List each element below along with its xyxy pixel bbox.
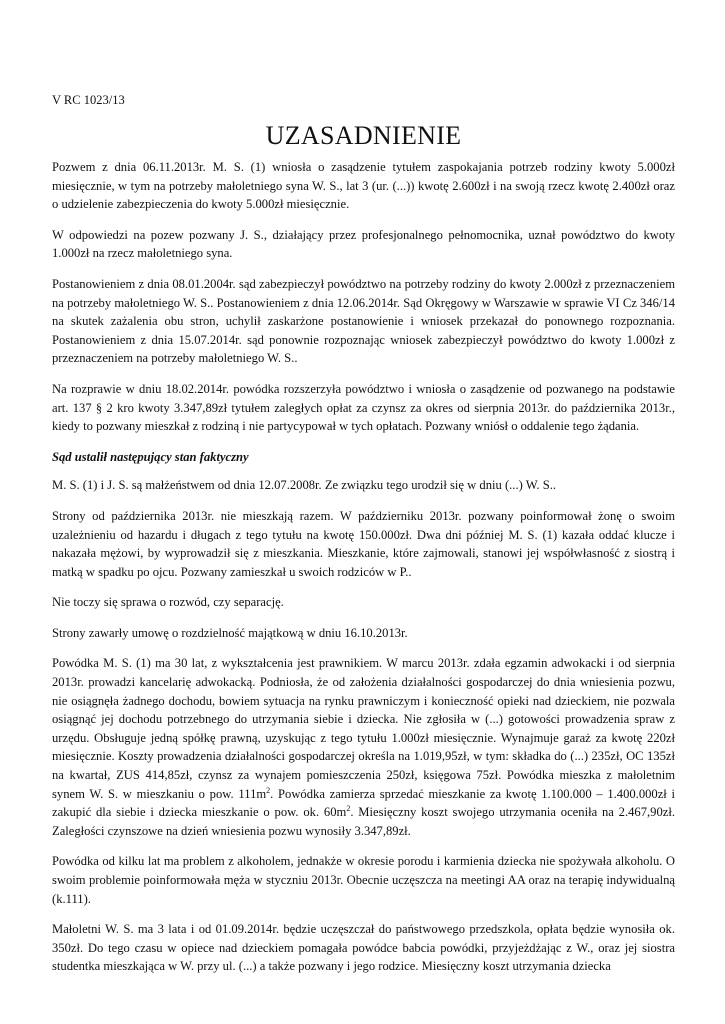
- paragraph-security: Postanowieniem z dnia 08.01.2004r. sąd zabezpieczył powództwo na potrzeby rodziny do kwoty 2.000zł z przeznaczeniem na potrzeby małoletniego W. S.. Postanowieniem z dnia 12.06.2014r. Sąd Okręgowy w Warszawie w sprawie VI Cz 346/14 na skutek zażalenia obu stron, uchylił zaskarżone postanowienie i wniosek przekazał do ponownego rozpoznania. Postanowieniem z dnia 15.07.2014r. sąd ponownie rozpoznając wniosek zabezpieczył powództwo do kwoty 1.000zł z przeznaczeniem na potrzeby małoletniego W. S..: [52, 276, 675, 366]
- paragraph-plaintiff-income: [52, 654, 675, 840]
- paragraph-separation: Strony od października 2013r. nie mieszkają razem. W październiku 2013r. pozwany poinformował żonę o swoim uzależnieniu od hazardu i długach z tego tytułu na kwotę 150.000zł. Dwa dni później M. S. (1) kazała oddać klucze i nakazała mężowi, by wyprowadził się z mieszkania. Mieszkanie, które zajmowali, stanowi jej współwłasność z siostrą i matką w spadku po ojcu. Pozwany zamieszkał u swoich rodziców w P..: [52, 508, 675, 579]
- income-text-part-1: Powódka M. S. (1) ma 30 lat, z wykształcenia jest prawnikiem. W marcu 2013r. zdała egzamin adwokacki i od sierpnia 2013r. prowadzi kancelarię adwokacką. Podniosła, że od założenia działalności gospodarczej do dnia wniesienia pozwu, nie osiągnęła żadnego dochodu, bowiem sytuacja na rynku prawniczym i konieczność opieki nad dzieckiem, nie pozwala osiągnąć jej dochodu potrzebnego do utrzymania siebie i dziecka. Nie zgłosiła w (...) gotowości prowadzenia spraw z urzędu. Obsługuje jedną spółkę prawną, uzyskując z tego tytułu 1.000zł miesięcznie. Wynajmuje garaż za kwotę 220zł miesięcznie. Koszty prowadzenia działalności gospodarczej określa na 1.019,95zł, w tym: składka do (...) 235zł, OC 135zł na kwartał, ZUS 414,85zł, czynsz za wynajem pomieszczenia 250zł, księgowa 75zł. Powódka mieszka z małoletnim synem W. S. w mieszkaniu o pow. 111m: [52, 656, 675, 801]
- paragraph-hearing: Na rozprawie w dniu 18.02.2014r. powódka rozszerzyła powództwo i wniosła o zasądzenie od pozwanego na podstawie art. 137 § 2 kro kwoty 3.347,89zł tytułem zaległych opłat za czynsz za okres od sierpnia 2013r. do października 2013r., kiedy to pozwany mieszkał z rodziną i nie partycypował w tych opłatach. Pozwany wniósł o oddalenie tego żądania.: [52, 381, 675, 434]
- case-number: V RC 1023/13: [52, 93, 125, 107]
- paragraph-child: Małoletni W. S. ma 3 lata i od 01.09.2014r. będzie uczęszczał do państwowego przedszkola, opłata będzie wynosiła ok. 350zł. Do tego czasu w opiece nad dzieckiem pomagała powódce babcia powódki, przyjeżdżając z W., oraz jej siostra studentka mieszkająca w W. przy ul. (...) a także pozwany i jego rodzice. Miesięczny koszt utrzymania dziecka: [52, 922, 675, 974]
- paragraph-claim: Pozwem z dnia 06.11.2013r. M. S. (1) wniosła o zasądzenie tytułem zaspokajania potrzeb rodziny kwoty 5.000zł miesięcznie, w tym na potrzeby małoletniego syna W. S., lat 3 (ur. (...)) kwotę 2.600zł i na swoją rzecz kwotę 2.400zł oraz o udzielenie zabezpieczenia do kwoty 5.000zł miesięcznie.: [52, 160, 675, 212]
- superscript-area-unit-1: 2: [266, 785, 271, 795]
- paragraph-alcohol: Powódka od kilku lat ma problem z alkoholem, jednakże w okresie porodu i karmienia dziecka nie spożywała alkoholu. O swoim problemie poinformowała męża w styczniu 2013r. Obecnie uczęszcza na meetingi AA oraz na terapię indywidualną (k.111).: [52, 854, 675, 906]
- paragraph-marriage: M. S. (1) i J. S. są małżeństwem od dnia 12.07.2008r. Ze związku tego urodził się w dniu (...) W. S..: [52, 478, 557, 493]
- facts-heading: Sąd ustalił następujący stan faktyczny: [52, 449, 249, 464]
- paragraph-response: W odpowiedzi na pozew pozwany J. S., działający przez profesjonalnego pełnomocnika, uznał powództwo do kwoty 1.000zł na rzecz małoletniego syna.: [52, 227, 675, 261]
- income-text-part-3: . Miesięczny koszt swojego utrzymania oceniła na 2.467,90zł. Zaległości czynszowe na dzień wniesienia pozwu wynosiły 3.347,89zł.: [52, 805, 675, 838]
- income-text-part-2: . Powódka zamierza sprzedać mieszkanie za kwotę 1.100.000 – 1.400.000zł i zakupić dla siebie i dziecka mieszkanie o pow. ok. 60m: [52, 786, 676, 820]
- paragraph-no-divorce: Nie toczy się sprawa o rozwód, czy separację.: [52, 595, 284, 610]
- document-title: UZASADNIENIE: [265, 121, 462, 150]
- paragraph-property-agreement: Strony zawarły umowę o rozdzielność majątkową w dniu 16.10.2013r.: [52, 625, 408, 640]
- superscript-area-unit-2: 2: [346, 804, 351, 814]
- document-page: [52, 92, 675, 988]
